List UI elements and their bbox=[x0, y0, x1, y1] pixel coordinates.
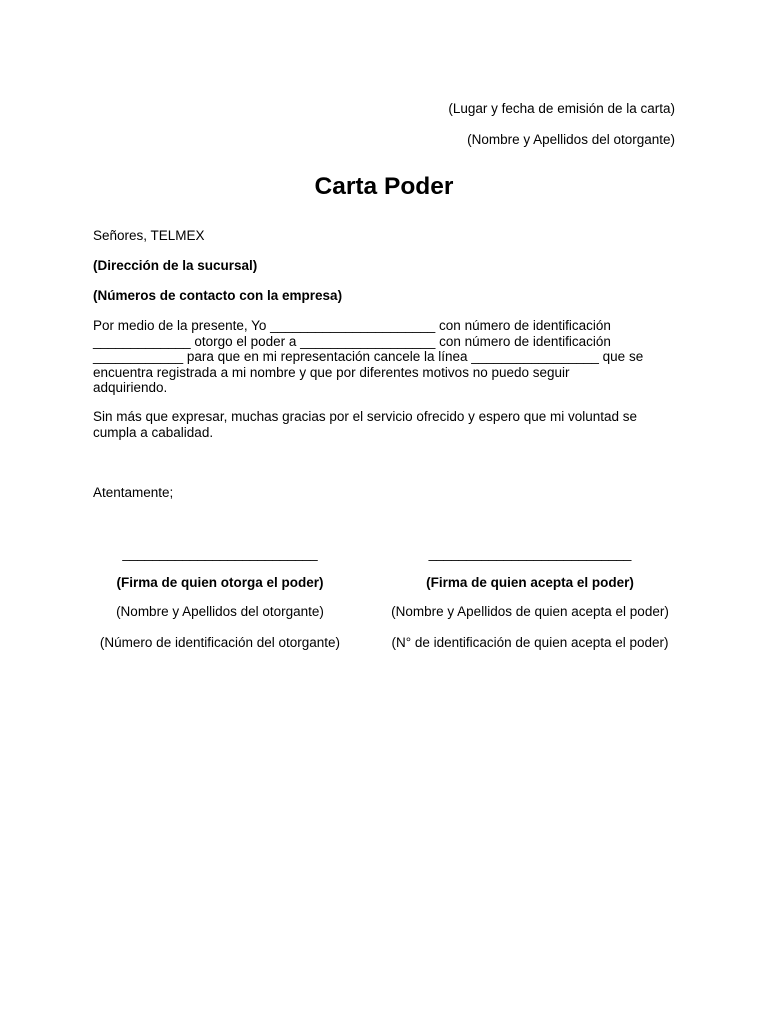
closing-line: Atentamente; bbox=[93, 485, 174, 500]
grantor-signature-caption: (Firma de quien otorga el poder) bbox=[116, 575, 324, 590]
body-paragraph-1 bbox=[93, 318, 683, 396]
body-paragraph-2 bbox=[93, 409, 683, 440]
paragraph-line: ____________ para que en mi representación cancele la línea _________________ que se bbox=[93, 349, 644, 364]
contact-numbers-line: (Números de contacto con la empresa) bbox=[93, 288, 343, 303]
paragraph-line: Por medio de la presente, Yo ______________________ con número de identificación bbox=[93, 318, 611, 333]
grantee-id-caption: (N° de identificación de quien acepta el poder) bbox=[391, 635, 669, 650]
paragraph-line: _____________ otorgo el poder a __________________ con número de identificación bbox=[93, 333, 611, 349]
grantor-name-header: (Nombre y Apellidos del otorgante) bbox=[467, 132, 675, 147]
salutation: Señores, TELMEX bbox=[93, 228, 205, 243]
grantor-name-caption: (Nombre y Apellidos del otorgante) bbox=[116, 604, 324, 619]
grantor-signature-line: __________________________ bbox=[122, 546, 318, 561]
paragraph-line: adquiriendo. bbox=[93, 380, 168, 395]
paragraph-line: cumpla a cabalidad. bbox=[93, 424, 214, 440]
grantee-name-caption: (Nombre y Apellidos de quien acepta el poder) bbox=[391, 604, 669, 619]
grantee-signature-caption: (Firma de quien acepta el poder) bbox=[426, 575, 634, 590]
paragraph-line: encuentra registrada a mi nombre y que por diferentes motivos no puedo seguir bbox=[93, 364, 570, 380]
paragraph-line: Sin más que expresar, muchas gracias por el servicio ofrecido y espero que mi voluntad se bbox=[93, 409, 638, 424]
grantee-signature-line: ___________________________ bbox=[428, 546, 632, 561]
branch-address-line: (Dirección de la sucursal) bbox=[93, 258, 258, 273]
place-date-line: (Lugar y fecha de emisión de la carta) bbox=[448, 101, 675, 116]
grantor-id-caption: (Número de identificación del otorgante) bbox=[99, 635, 341, 650]
document-title: Carta Poder bbox=[314, 173, 454, 200]
